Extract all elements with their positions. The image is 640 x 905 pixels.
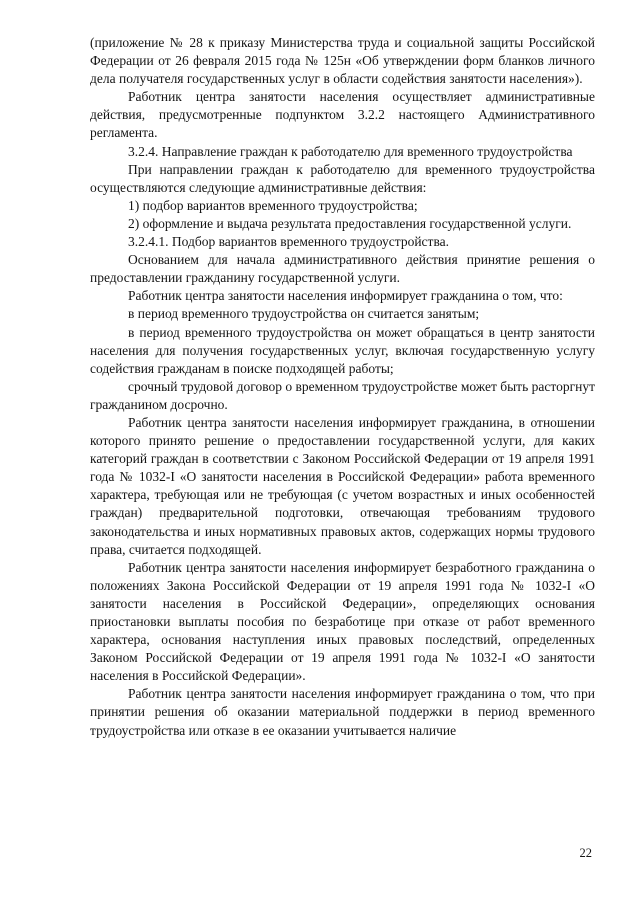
page-number: 22: [579, 846, 592, 860]
paragraph-material-support: Работник центра занятости населения информирует гражданина о том, что при принятии решения об оказании материальной поддержки в период временного трудоустройства или отказе в ее оказании учитывается наличие: [90, 686, 595, 738]
paragraph-employee-actions: Работник центра занятости населения осуществляет административные действия, предусмотренные подпунктом 3.2.2 настоящего Административного регламента.: [90, 89, 595, 141]
paragraph-basis: Основанием для начала административного действия принятие решения о предоставлении гражданину государственной услуги.: [90, 252, 595, 286]
paragraph-informs-citizen: Работник центра занятости населения информирует гражданина о том, что:: [128, 288, 563, 304]
section-heading-3-2-4: 3.2.4. Направление граждан к работодателю для временного трудоустройства: [128, 143, 573, 159]
paragraph-contract-termination: срочный трудовой договор о временном трудоустройстве может быть расторгнут гражданином досрочно.: [90, 378, 595, 412]
list-item-1: 1) подбор вариантов временного трудоустройства;: [128, 197, 418, 213]
section-heading-3-2-4-1: 3.2.4.1. Подбор вариантов временного трудоустройства.: [128, 234, 450, 250]
paragraph-suitable-work: Работник центра занятости населения информирует гражданина, в отношении которого принято решение о предоставлении государственной услуги, для каких категорий граждан в соответствии с Законом Российской Федерации от 19 апреля 1991 года № 1032-I «О занятости населения в Российской Федерации» работа временного характера, требующая или не требующая (с учетом возрастных и иных особенностей граждан) предварительной подготовки, отвечающая требованиям трудового законодательства и иных нормативных правовых актов, содержащих нормы трудового права, считается подходящей.: [90, 414, 595, 557]
paragraph-may-apply: в период временного трудоустройства он может обращаться в центр занятости населения для получения государственных услуг, включая государственную услугу содействия гражданам в поиске подходящей работы;: [90, 324, 595, 376]
paragraph-appendix-reference: (приложение № 28 к приказу Министерства труда и социальной защиты Российской Федерации от 26 февраля 2015 года № 125н «Об утверждении форм бланков личного дела получателя государственных услуг в области содействия занятости населения»).: [90, 35, 595, 87]
paragraph-considered-employed: в период временного трудоустройства он считается занятым;: [128, 306, 480, 322]
body-text: [90, 34, 595, 740]
paragraph-law-provisions: Работник центра занятости населения информирует безработного гражданина о положениях Закона Российской Федерации от 19 апреля 1991 года № 1032-I «О занятости населения в Российской Федерации», определяющих основания приостановки выплаты пособия по безработице при отказе от работ временного характера, основания наступления иных правовых последствий, определенных Законом Российской Федерации от 19 апреля 1991 года № 1032-I «О занятости населения в Российской Федерации».: [90, 559, 595, 684]
paragraph-referral-actions: При направлении граждан к работодателю для временного трудоустройства осуществляются следующие административные действия:: [90, 161, 595, 195]
list-item-2: 2) оформление и выдача результата предоставления государственной услуги.: [128, 215, 572, 231]
